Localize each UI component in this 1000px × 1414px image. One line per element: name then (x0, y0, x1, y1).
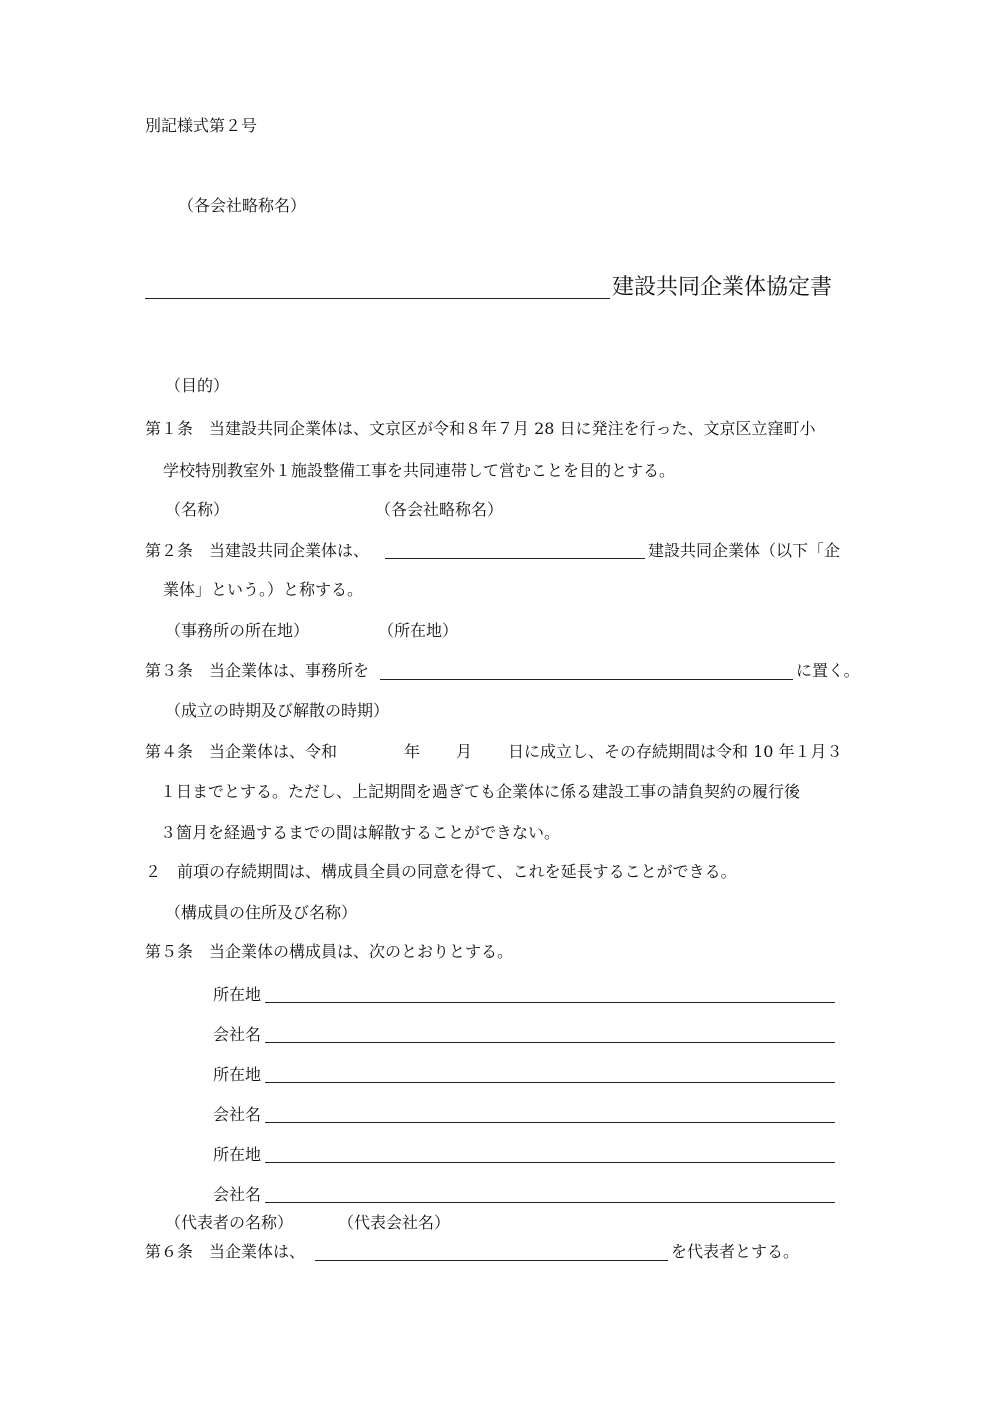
member1-company-label: 会社名 (213, 1025, 262, 1044)
article6-note: （代表会社名） (338, 1213, 451, 1232)
member2-company-label: 会社名 (213, 1105, 262, 1124)
article2-heading: （名称） (165, 500, 230, 519)
member3-address-field[interactable] (265, 1162, 835, 1163)
article4-paragraph2: ２ 前項の存続期間は、構成員全員の同意を得て、これを延長することができる。 (145, 862, 737, 881)
article2-note: （各会社略称名） (375, 500, 504, 519)
article1-heading: （目的） (165, 376, 230, 395)
document-title: 建設共同企業体協定書 (612, 275, 833, 300)
article3-heading: （事務所の所在地） (165, 621, 310, 640)
article4-heading: （成立の時期及び解散の時期） (165, 701, 390, 720)
member3-company-label: 会社名 (213, 1185, 262, 1204)
article6-heading: （代表者の名称） (165, 1213, 294, 1232)
article3-note: （所在地） (378, 621, 459, 640)
article6-line1-suffix: を代表者とする。 (671, 1242, 800, 1261)
article4-line1-a: 第４条 当企業体は、令和 (145, 742, 338, 761)
member2-address-label: 所在地 (213, 1065, 262, 1084)
article4-month: 月 (456, 742, 473, 761)
article4-year: 年 (404, 742, 421, 761)
article2-line1-prefix: 第２条 当建設共同企業体は、 (145, 541, 370, 560)
article1-line1: 第１条 当建設共同企業体は、文京区が令和８年７月 28 日に発注を行った、文京区立窪町小 (145, 419, 816, 438)
article4-line1-b: 日に成立し、その存続期間は令和 10 年１月３ (508, 742, 843, 761)
member3-address-label: 所在地 (213, 1145, 262, 1164)
member2-address-field[interactable] (265, 1082, 835, 1083)
abbreviation-note: （各会社略称名） (178, 196, 307, 215)
form-label: 別記様式第２号 (145, 116, 258, 135)
member3-company-field[interactable] (265, 1202, 835, 1203)
jv-name-field[interactable] (385, 558, 645, 559)
article4-line3: ３箇月を経過するまでの間は解散することができない。 (160, 823, 561, 842)
article5-heading: （構成員の住所及び名称） (165, 903, 358, 922)
member1-company-field[interactable] (265, 1042, 835, 1043)
member1-address-label: 所在地 (213, 985, 262, 1004)
article1-line2: 学校特別教室外１施設整備工事を共同連帯して営むことを目的とする。 (163, 461, 676, 480)
representative-company-field[interactable] (315, 1260, 668, 1261)
article2-line1-suffix: 建設共同企業体（以下「企 (648, 541, 841, 560)
office-address-field[interactable] (380, 679, 793, 680)
article3-line1-prefix: 第３条 当企業体は、事務所を (145, 661, 370, 680)
article2-line2: 業体」という。）と称する。 (163, 580, 364, 599)
article4-line2: １日までとする。ただし、上記期間を過ぎても企業体に係る建設工事の請負契約の履行後 (160, 782, 801, 801)
article3-line1-suffix: に置く。 (796, 661, 860, 680)
member2-company-field[interactable] (265, 1122, 835, 1123)
jv-name-title-field[interactable] (145, 298, 610, 299)
article5-line1: 第５条 当企業体の構成員は、次のとおりとする。 (145, 942, 514, 961)
article6-line1-prefix: 第６条 当企業体は、 (145, 1242, 306, 1261)
member1-address-field[interactable] (265, 1002, 835, 1003)
